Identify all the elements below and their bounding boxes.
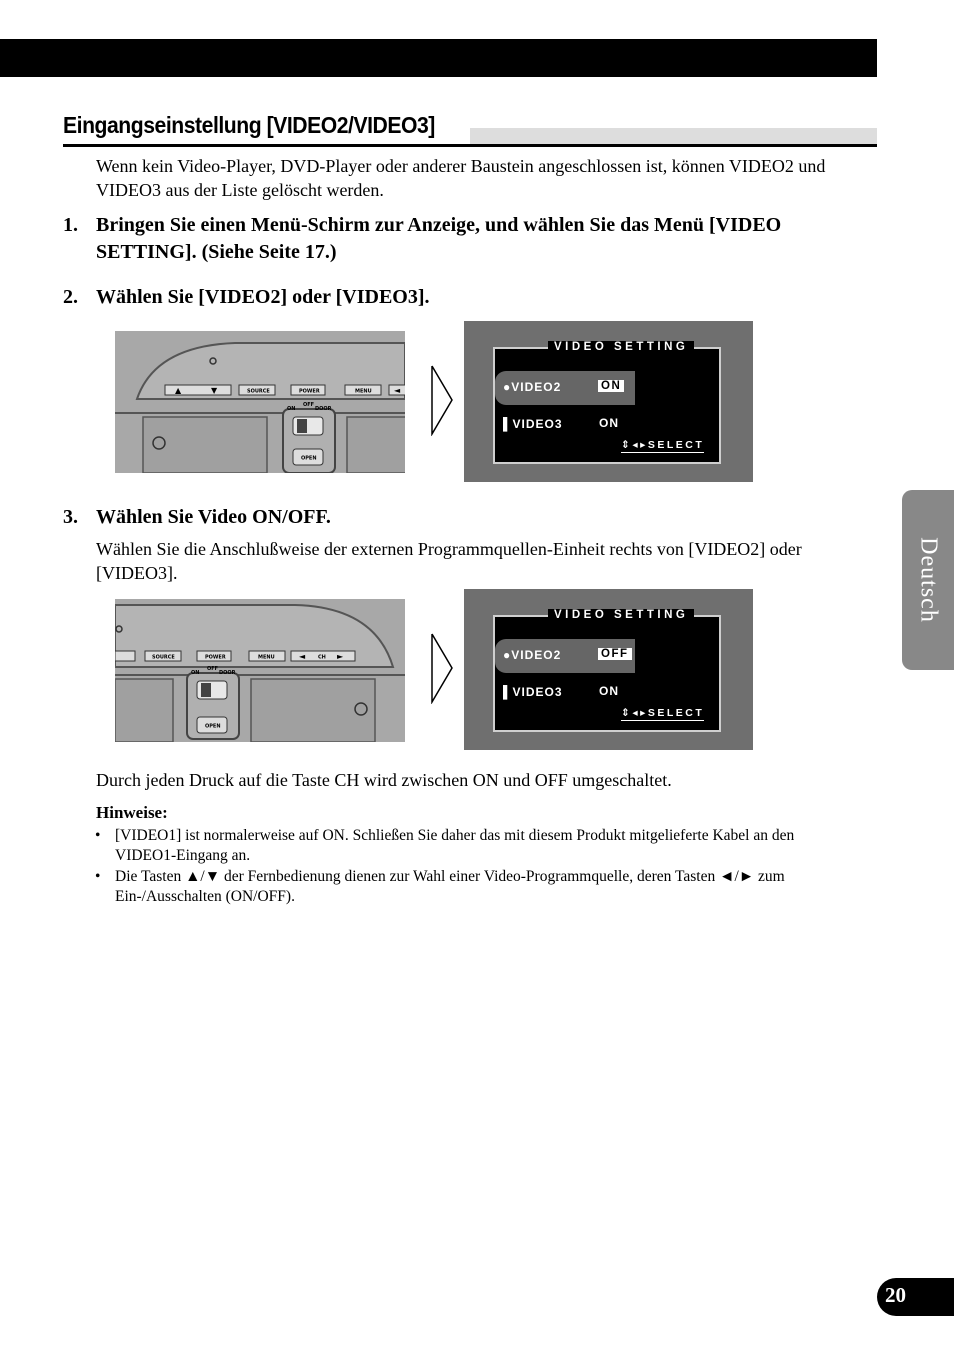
switch-door-label: DOOR [219, 670, 236, 676]
step-text: Wählen Sie [VIDEO2] oder [VIDEO3]. [96, 286, 430, 308]
ch-button-label: CH [318, 654, 326, 661]
device-panel-illustration [115, 331, 405, 473]
step-3 [63, 504, 836, 531]
osd-row-label: VIDEO2 [511, 648, 562, 662]
language-tab-label: Deutsch [915, 537, 942, 623]
toggle-paragraph: Durch jeden Druck auf die Taste CH wird zwischen ON und OFF umgeschaltet. [96, 770, 672, 790]
switch-door-label: DOOR [315, 406, 332, 412]
note-item-1 [95, 826, 835, 866]
leftright-arrows-icon: ◂▸ [632, 439, 648, 451]
leftright-arrows-icon: ◂▸ [632, 707, 648, 719]
cursor-icon: ● [503, 380, 512, 394]
down-arrow-glyph: ▼ [211, 386, 218, 395]
header-bar [0, 39, 877, 77]
step-number: 3. [63, 506, 78, 528]
page-number: 20 [885, 1283, 906, 1307]
osd-row-video3 [503, 685, 563, 699]
left-arrow-glyph: ◄ [299, 652, 306, 661]
osd-title: VIDEO SETTING [548, 341, 694, 353]
intro-paragraph: Wenn kein Video-Player, DVD-Player oder anderer Baustein angeschlossen ist, können VIDEO2 und VIDEO3 aus der Liste gelöscht werden. [96, 156, 826, 200]
step-text: Wählen Sie Video ON/OFF. [96, 506, 331, 528]
switch-off-label: OFF [303, 402, 315, 408]
osd-title: VIDEO SETTING [548, 609, 694, 621]
bullet-icon: • [95, 827, 101, 844]
step-number: 2. [63, 286, 78, 308]
bar-icon: ▌ [503, 417, 513, 431]
step-2 [63, 284, 836, 311]
title-band [470, 128, 877, 144]
osd-row-label: VIDEO3 [512, 417, 563, 431]
switch-off-label: OFF [207, 666, 219, 672]
updown-arrows-icon: ⇕ [621, 707, 633, 719]
osd-select-label: SELECT [647, 707, 705, 719]
osd-value-video2: ON [598, 380, 624, 392]
up-arrow-glyph: ▲ [175, 386, 182, 395]
open-button-label: OPEN [205, 723, 221, 730]
osd-row-label: VIDEO2 [511, 380, 562, 394]
note-item-2 [95, 867, 835, 907]
osd-select-hint [621, 439, 704, 453]
step-number: 1. [63, 214, 78, 236]
left-arrow-glyph: ◄ [394, 386, 401, 395]
osd-select-label: SELECT [647, 439, 705, 451]
source-button-label: SOURCE [247, 388, 270, 395]
osd-row-video3 [503, 417, 563, 431]
arrow-right-icon [430, 632, 456, 704]
section-title: Eingangseinstellung [VIDEO2/VIDEO3] [63, 112, 435, 138]
step-text: Bringen Sie einen Menü-Schirm zur Anzeige, und wählen Sie das Menü [VIDEO SETTING]. (Siehe Seite 17.) [96, 214, 782, 263]
osd-row-label: VIDEO3 [512, 685, 563, 699]
bullet-icon: • [95, 868, 101, 885]
notes-heading: Hinweise: [96, 803, 168, 822]
step-1 [63, 212, 836, 266]
switch-on-label: ON [191, 670, 200, 676]
osd-row-video2 [503, 380, 561, 394]
osd-row-video2 [503, 648, 561, 662]
bar-icon: ▌ [503, 685, 513, 699]
power-button-label: POWER [205, 654, 226, 661]
device-photo-1 [115, 331, 405, 473]
source-button-label: SOURCE [152, 654, 175, 661]
menu-button-label: MENU [258, 654, 275, 661]
osd-screen-1 [464, 321, 753, 482]
osd-value-video2: OFF [598, 648, 632, 660]
osd-value-video3: ON [599, 416, 619, 430]
arrow-right-icon [430, 364, 456, 436]
osd-value-video3: ON [599, 684, 619, 698]
title-rule [63, 144, 877, 147]
cursor-icon: ● [503, 648, 512, 662]
power-button-label: POWER [299, 388, 320, 395]
updown-arrows-icon: ⇕ [621, 439, 633, 451]
page-number-badge [877, 1278, 954, 1316]
menu-button-label: MENU [355, 388, 372, 395]
osd-screen-2 [464, 589, 753, 750]
open-button-label: OPEN [301, 455, 317, 462]
switch-on-label: ON [287, 406, 296, 412]
device-photo-2 [115, 599, 405, 742]
note-text: [VIDEO1] ist normalerweise auf ON. Schließen Sie daher das mit diesem Produkt mitgelieferte Kabel an den VIDEO1-Eingang an. [115, 827, 795, 864]
device-panel-illustration [115, 599, 405, 742]
osd-display [493, 347, 721, 464]
right-arrow-glyph: ► [337, 652, 344, 661]
note-text: Die Tasten ▲/▼ der Fernbedienung dienen zur Wahl einer Video-Programmquelle, deren Tasten ◄/► zum Ein-/Ausschalten (ON/OFF). [115, 868, 785, 905]
step-3-description: Wählen Sie die Anschlußweise der externen Programmquellen-Einheit rechts von [VIDEO2] oder [VIDEO3]. [96, 539, 802, 583]
osd-select-hint [621, 707, 704, 721]
language-tab [902, 490, 954, 670]
osd-display [493, 615, 721, 732]
